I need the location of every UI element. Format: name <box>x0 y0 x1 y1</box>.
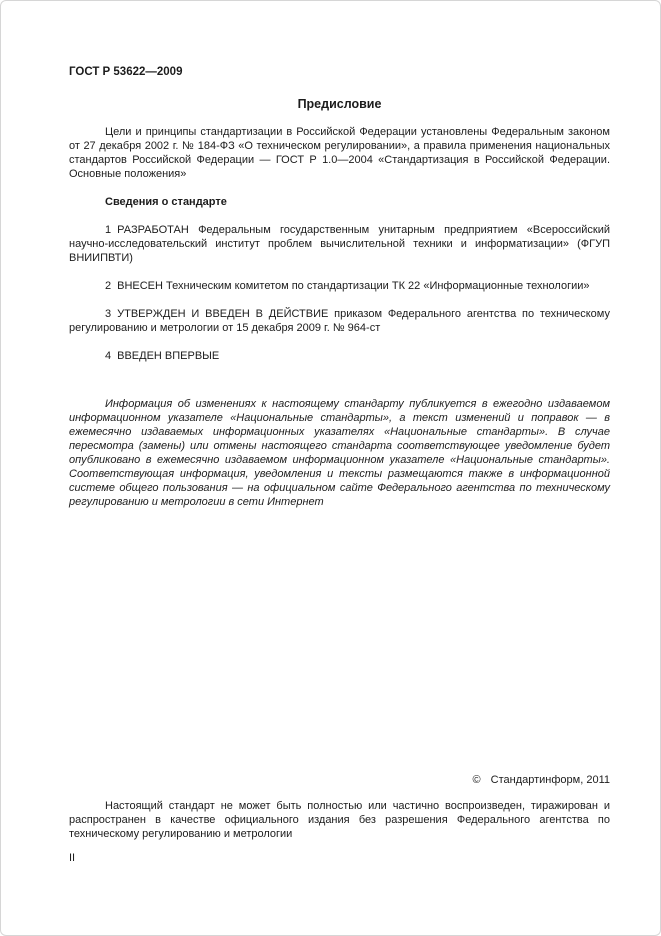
page-title: Предисловие <box>297 97 382 111</box>
copyright-symbol: © <box>472 774 481 786</box>
reproduction-notice: Настоящий стандарт не может быть полностью или частично воспроизведен, тиражирован и распространен в качестве официального издания без разрешения Федерального агентства по техническому регулированию и метрологии <box>69 800 610 840</box>
standard-info-item-1 <box>69 223 610 265</box>
page-number: II <box>69 852 76 864</box>
item-number: 1 <box>105 224 112 236</box>
standard-info-heading: Сведения о стандарте <box>105 196 227 208</box>
copyright-line <box>69 773 610 787</box>
amendments-notice: Информация об изменениях к настоящему стандарту публикуется в ежегодно издаваемом информационном указателе «Национальные стандарты», а текст изменений и поправок — в ежемесячно издаваемых информационных указателях «Национальные стандарты». В случае пересмотра (замены) или отмены настоящего стандарта соответствующее уведомление будет опубликовано в ежемесячно издаваемом информационном указателе «Национальные стандарты». Соответствующая информация, уведомления и тексты размещаются также в информационной системе общего пользования — на официальном сайте Федерального агентства по техническому регулированию и метрологии в сети Интернет <box>69 398 610 508</box>
item-text: РАЗРАБОТАН Федеральным государственным унитарным предприятием «Всероссийский научно-исследовательский институт проблем вычислительной техники и информатизации» (ФГУП ВНИИПВТИ) <box>69 224 610 264</box>
item-text: ВВЕДЕН ВПЕРВЫЕ <box>117 350 220 362</box>
standard-info-item-2 <box>69 279 610 293</box>
copyright-text: Стандартинформ, 2011 <box>490 774 610 786</box>
standard-info-item-4 <box>69 349 610 363</box>
item-text: УТВЕРЖДЕН И ВВЕДЕН В ДЕЙСТВИЕ приказом Федерального агентства по техническому регулированию и метрологии от 15 декабря 2009 г. № 964-ст <box>69 308 610 334</box>
item-number: 3 <box>105 308 112 320</box>
item-text: ВНЕСЕН Техническим комитетом по стандартизации ТК 22 «Информационные технологии» <box>117 280 590 292</box>
intro-paragraph: Цели и принципы стандартизации в Российской Федерации установлены Федеральным законом от 27 декабря 2002 г. № 184-ФЗ «О техническом регулировании», а правила применения национальных стандартов Российской Федерации — ГОСТ Р 1.0—2004 «Стандартизация в Российской Федерации. Основные положения» <box>69 126 610 180</box>
vertical-spacer <box>69 509 610 773</box>
standard-info-item-3 <box>69 307 610 335</box>
item-number: 2 <box>105 280 112 292</box>
item-number: 4 <box>105 350 112 362</box>
doc-header-standard-number: ГОСТ Р 53622—2009 <box>69 66 183 78</box>
